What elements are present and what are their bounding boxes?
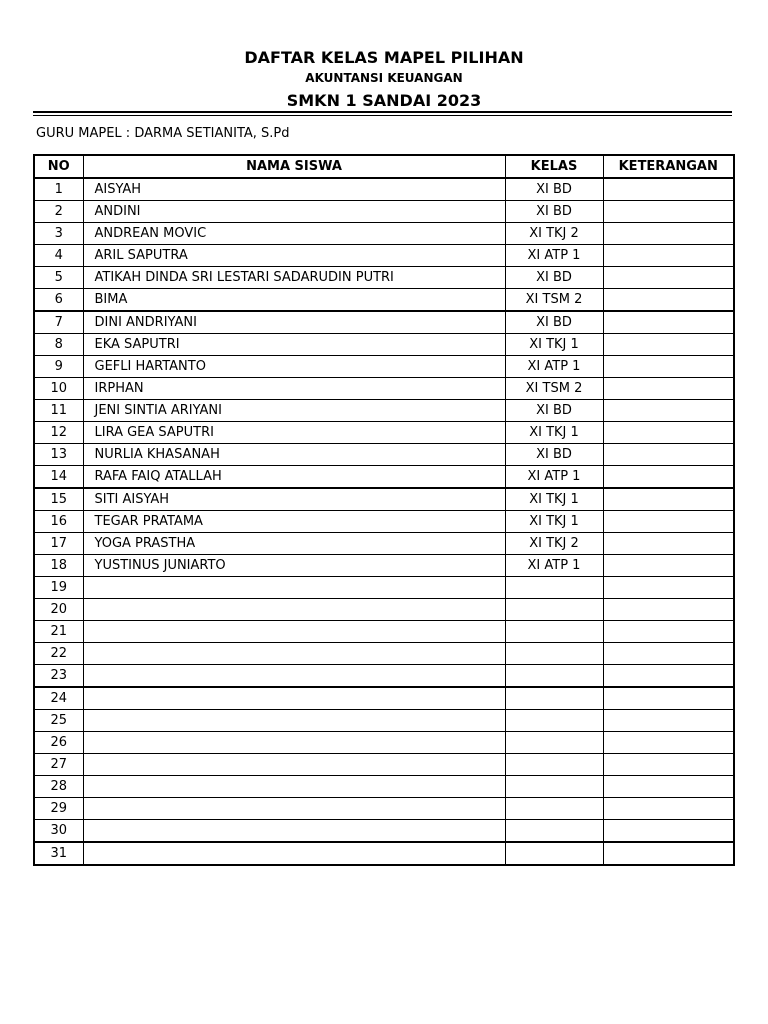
table-header-row: [34, 155, 734, 178]
table-row: [34, 245, 734, 267]
school-title: SMKN 1 SANDAI 2023: [286, 91, 482, 110]
table-row: [34, 665, 734, 688]
remarks-cell: [603, 820, 734, 843]
class-cell: [505, 687, 603, 710]
student-name-cell: [83, 732, 505, 754]
table-row: [34, 643, 734, 665]
class-cell: [505, 820, 603, 843]
table-row: [34, 710, 734, 732]
table-row: [34, 334, 734, 356]
row-number-cell: 5: [34, 267, 83, 289]
student-name-cell: GEFLI HARTANTO: [83, 356, 505, 378]
row-number-cell: 11: [34, 400, 83, 422]
student-name-cell: ANDINI: [83, 201, 505, 223]
remarks-cell: [603, 488, 734, 511]
student-name-cell: AISYAH: [83, 178, 505, 201]
student-name-cell: NURLIA KHASANAH: [83, 444, 505, 466]
remarks-cell: [603, 842, 734, 865]
column-header-nama: NAMA SISWA: [83, 155, 505, 178]
student-name-cell: [83, 776, 505, 798]
remarks-cell: [603, 334, 734, 356]
student-name-cell: [83, 842, 505, 865]
row-number-cell: 23: [34, 665, 83, 688]
document-subtitle: AKUNTANSI KEUANGAN: [305, 71, 463, 85]
remarks-cell: [603, 798, 734, 820]
student-name-cell: [83, 710, 505, 732]
remarks-cell: [603, 732, 734, 754]
class-cell: [505, 798, 603, 820]
remarks-cell: [603, 555, 734, 577]
student-name-cell: DINI ANDRIYANI: [83, 311, 505, 334]
row-number-cell: 31: [34, 842, 83, 865]
remarks-cell: [603, 201, 734, 223]
row-number-cell: 17: [34, 533, 83, 555]
student-name-cell: LIRA GEA SAPUTRI: [83, 422, 505, 444]
class-cell: XI BD: [505, 267, 603, 289]
remarks-cell: [603, 311, 734, 334]
table-row: [34, 400, 734, 422]
remarks-cell: [603, 643, 734, 665]
student-name-cell: [83, 754, 505, 776]
class-cell: XI TKJ 1: [505, 334, 603, 356]
row-number-cell: 6: [34, 289, 83, 312]
remarks-cell: [603, 245, 734, 267]
remarks-cell: [603, 599, 734, 621]
row-number-cell: 27: [34, 754, 83, 776]
remarks-cell: [603, 776, 734, 798]
row-number-cell: 29: [34, 798, 83, 820]
table-row: [34, 311, 734, 334]
table-row: [34, 201, 734, 223]
row-number-cell: 3: [34, 223, 83, 245]
class-cell: [505, 643, 603, 665]
student-name-cell: [83, 687, 505, 710]
class-cell: XI TKJ 1: [505, 422, 603, 444]
class-cell: [505, 599, 603, 621]
class-cell: XI BD: [505, 201, 603, 223]
header-rule-thin: [33, 115, 732, 116]
remarks-cell: [603, 223, 734, 245]
student-name-cell: TEGAR PRATAMA: [83, 511, 505, 533]
column-header-no: NO: [34, 155, 83, 178]
row-number-cell: 22: [34, 643, 83, 665]
class-cell: XI ATP 1: [505, 555, 603, 577]
class-cell: XI TSM 2: [505, 378, 603, 400]
class-cell: XI ATP 1: [505, 245, 603, 267]
class-cell: [505, 732, 603, 754]
student-name-cell: BIMA: [83, 289, 505, 312]
student-name-cell: SITI AISYAH: [83, 488, 505, 511]
table-row: [34, 621, 734, 643]
remarks-cell: [603, 577, 734, 599]
table-row: [34, 466, 734, 489]
student-name-cell: ARIL SAPUTRA: [83, 245, 505, 267]
row-number-cell: 9: [34, 356, 83, 378]
table-row: [34, 488, 734, 511]
student-table: [33, 154, 735, 866]
row-number-cell: 8: [34, 334, 83, 356]
row-number-cell: 16: [34, 511, 83, 533]
table-row: [34, 533, 734, 555]
remarks-cell: [603, 444, 734, 466]
row-number-cell: 14: [34, 466, 83, 489]
table-row: [34, 776, 734, 798]
remarks-cell: [603, 267, 734, 289]
row-number-cell: 24: [34, 687, 83, 710]
class-cell: XI BD: [505, 311, 603, 334]
class-cell: XI ATP 1: [505, 466, 603, 489]
class-cell: XI TSM 2: [505, 289, 603, 312]
class-cell: [505, 754, 603, 776]
row-number-cell: 2: [34, 201, 83, 223]
table-row: [34, 599, 734, 621]
row-number-cell: 30: [34, 820, 83, 843]
class-cell: XI TKJ 1: [505, 511, 603, 533]
row-number-cell: 10: [34, 378, 83, 400]
table-row: [34, 820, 734, 843]
row-number-cell: 12: [34, 422, 83, 444]
table-row: [34, 444, 734, 466]
student-name-cell: [83, 665, 505, 688]
remarks-cell: [603, 754, 734, 776]
table-row: [34, 842, 734, 865]
row-number-cell: 7: [34, 311, 83, 334]
row-number-cell: 15: [34, 488, 83, 511]
remarks-cell: [603, 178, 734, 201]
class-cell: XI BD: [505, 444, 603, 466]
document-title: DAFTAR KELAS MAPEL PILIHAN: [244, 48, 524, 67]
class-cell: XI TKJ 2: [505, 223, 603, 245]
row-number-cell: 1: [34, 178, 83, 201]
row-number-cell: 18: [34, 555, 83, 577]
class-cell: XI TKJ 2: [505, 533, 603, 555]
table-row: [34, 577, 734, 599]
remarks-cell: [603, 533, 734, 555]
class-cell: [505, 665, 603, 688]
student-name-cell: RAFA FAIQ ATALLAH: [83, 466, 505, 489]
row-number-cell: 21: [34, 621, 83, 643]
teacher-line: GURU MAPEL : DARMA SETIANITA, S.Pd: [36, 126, 290, 141]
class-cell: [505, 710, 603, 732]
class-cell: XI BD: [505, 400, 603, 422]
remarks-cell: [603, 511, 734, 533]
table-body: [34, 178, 734, 865]
remarks-cell: [603, 422, 734, 444]
table-row: [34, 378, 734, 400]
column-header-kelas: KELAS: [505, 155, 603, 178]
row-number-cell: 19: [34, 577, 83, 599]
table-row: [34, 511, 734, 533]
class-cell: XI BD: [505, 178, 603, 201]
student-name-cell: [83, 820, 505, 843]
table-row: [34, 289, 734, 312]
remarks-cell: [603, 621, 734, 643]
remarks-cell: [603, 356, 734, 378]
remarks-cell: [603, 400, 734, 422]
row-number-cell: 20: [34, 599, 83, 621]
table-row: [34, 555, 734, 577]
remarks-cell: [603, 466, 734, 489]
remarks-cell: [603, 378, 734, 400]
student-name-cell: EKA SAPUTRI: [83, 334, 505, 356]
row-number-cell: 26: [34, 732, 83, 754]
table-row: [34, 732, 734, 754]
remarks-cell: [603, 665, 734, 688]
class-cell: [505, 621, 603, 643]
remarks-cell: [603, 289, 734, 312]
table-row: [34, 356, 734, 378]
table-row: [34, 178, 734, 201]
student-name-cell: [83, 577, 505, 599]
row-number-cell: 28: [34, 776, 83, 798]
column-header-keterangan: KETERANGAN: [603, 155, 734, 178]
table-row: [34, 223, 734, 245]
table-row: [34, 798, 734, 820]
student-name-cell: IRPHAN: [83, 378, 505, 400]
student-name-cell: ANDREAN MOVIC: [83, 223, 505, 245]
student-name-cell: JENI SINTIA ARIYANI: [83, 400, 505, 422]
student-name-cell: [83, 599, 505, 621]
student-name-cell: [83, 643, 505, 665]
table-row: [34, 754, 734, 776]
class-cell: [505, 842, 603, 865]
student-name-cell: [83, 621, 505, 643]
remarks-cell: [603, 710, 734, 732]
row-number-cell: 4: [34, 245, 83, 267]
table-row: [34, 687, 734, 710]
table-row: [34, 422, 734, 444]
remarks-cell: [603, 687, 734, 710]
student-name-cell: YOGA PRASTHA: [83, 533, 505, 555]
header-rule-thick: [33, 111, 732, 113]
row-number-cell: 13: [34, 444, 83, 466]
class-cell: XI ATP 1: [505, 356, 603, 378]
class-cell: [505, 577, 603, 599]
student-name-cell: [83, 798, 505, 820]
student-name-cell: ATIKAH DINDA SRI LESTARI SADARUDIN PUTRI: [83, 267, 505, 289]
table-row: [34, 267, 734, 289]
class-cell: [505, 776, 603, 798]
student-name-cell: YUSTINUS JUNIARTO: [83, 555, 505, 577]
row-number-cell: 25: [34, 710, 83, 732]
class-cell: XI TKJ 1: [505, 488, 603, 511]
